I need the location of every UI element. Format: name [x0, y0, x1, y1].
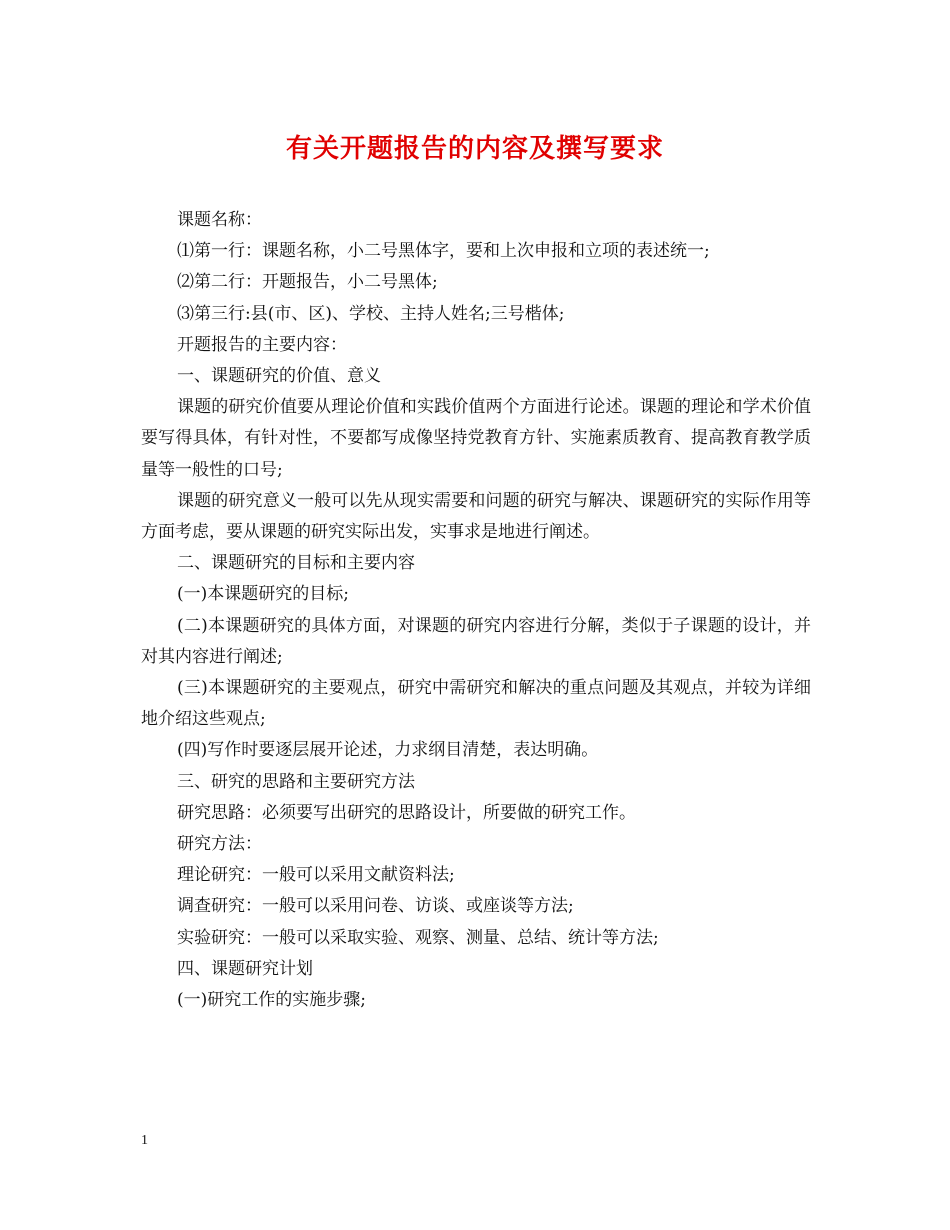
body-paragraph: 二、课题研究的目标和主要内容 — [177, 553, 415, 574]
body-paragraph: ⑶第三行:县(市、区)、学校、主持人姓名;三号楷体; — [177, 303, 565, 324]
body-paragraph: 一、课题研究的价值、意义 — [177, 366, 381, 387]
body-paragraph: 课题名称： — [177, 210, 262, 230]
body-paragraph: 研究方法： — [177, 834, 262, 855]
body-paragraph: 三、研究的思路和主要研究方法 — [177, 771, 415, 792]
page-number: 1 — [141, 1133, 148, 1148]
body-paragraph: 四、课题研究计划 — [177, 958, 313, 979]
body-paragraph: 课题的研究意义一般可以先从现实需要和问题的研究与解决、课题研究的实际作用等方面考虑，要从课题的研究实际出发，实事求是地进行阐述。 — [141, 490, 811, 543]
body-paragraph: (四)写作时要逐层展开论述，力求纲目清楚，表达明确。 — [177, 740, 599, 761]
document-title: 有关开题报告的内容及撰写要求 — [285, 134, 664, 164]
body-paragraph: 实验研究：一般可以采取实验、观察、测量、总结、统计等方法; — [177, 927, 659, 948]
body-paragraph: 研究思路：必须要写出研究的思路设计，所要做的研究工作。 — [177, 802, 636, 823]
body-paragraph: 课题的研究价值要从理论价值和实践价值两个方面进行论述。课题的理论和学术价值要写得具体，有针对性，不要都写成像坚持党教育方针、实施素质教育、提高教育教学质量等一般性的口号; — [141, 397, 811, 480]
body-paragraph: ⑴第一行：课题名称，小二号黑体字，要和上次申报和立项的表述统一; — [177, 241, 710, 262]
body-paragraph: ⑵第二行：开题报告，小二号黑体; — [177, 272, 438, 293]
body-paragraph: (三)本课题研究的主要观点，研究中需研究和解决的重点问题及其观点，并较为详细地介绍这些观点; — [141, 678, 811, 730]
body-paragraph: 开题报告的主要内容： — [177, 334, 347, 355]
body-paragraph: (一)本课题研究的目标; — [177, 584, 349, 605]
body-paragraph: (一)研究工作的实施步骤; — [177, 990, 366, 1011]
body-paragraph: 调查研究：一般可以采用问卷、访谈、或座谈等方法; — [177, 896, 574, 917]
body-paragraph: 理论研究：一般可以采用文献资料法; — [177, 865, 455, 886]
body-paragraph: (二)本课题研究的具体方面，对课题的研究内容进行分解，类似于子课题的设计，并对其内容进行阐述; — [141, 615, 811, 667]
document-body — [141, 205, 811, 1016]
